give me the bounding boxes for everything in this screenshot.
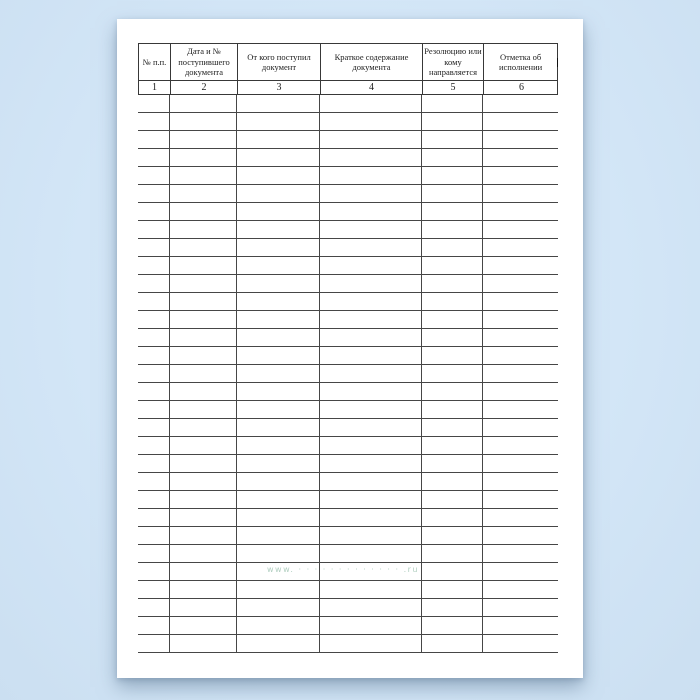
- column-number: 3: [238, 81, 321, 94]
- column-number: 2: [171, 81, 238, 94]
- column-header: [321, 44, 423, 80]
- table-cell: [237, 437, 320, 454]
- table-body: [138, 95, 558, 653]
- table-row: [138, 419, 558, 437]
- table-cell: [422, 455, 483, 472]
- table-row: [138, 185, 558, 203]
- table-cell: [237, 257, 320, 274]
- table-cell: [422, 437, 483, 454]
- table-row: [138, 455, 558, 473]
- table-cell: [170, 257, 237, 274]
- table-cell: [237, 311, 320, 328]
- table-cell: [237, 599, 320, 616]
- table-cell: [422, 527, 483, 544]
- table-cell: [320, 455, 422, 472]
- column-number: 6: [519, 82, 524, 93]
- table-cell: [138, 149, 170, 166]
- table-cell: [422, 491, 483, 508]
- table-cell: [138, 491, 170, 508]
- table-cell: [320, 347, 422, 364]
- table-cell: [320, 149, 422, 166]
- column-header-label: Резолюцию или кому направляется: [424, 46, 482, 78]
- table-cell: [170, 563, 237, 580]
- table-cell: [138, 347, 170, 364]
- table-cell: [483, 455, 558, 472]
- table-cell: [483, 419, 558, 436]
- table-cell: [138, 95, 170, 112]
- table-row: [138, 113, 558, 131]
- table-cell: [320, 419, 422, 436]
- table-cell: [237, 167, 320, 184]
- table-row: [138, 383, 558, 401]
- watermark: www. · · · · · · · · · · · · · .ru: [267, 565, 419, 574]
- table-cell: [483, 149, 558, 166]
- table-row: [138, 617, 558, 635]
- table-cell: [138, 617, 170, 634]
- table-cell: [483, 563, 558, 580]
- table-cell: [237, 185, 320, 202]
- column-header: [423, 44, 484, 80]
- table-row: [138, 167, 558, 185]
- table-cell: [170, 545, 237, 562]
- table-cell: [237, 383, 320, 400]
- table-header-row: [138, 43, 558, 81]
- table-cell: [422, 545, 483, 562]
- table-cell: [483, 239, 558, 256]
- table-cell: [320, 311, 422, 328]
- table-row: [138, 581, 558, 599]
- table-cell: [237, 149, 320, 166]
- table-cell: [422, 239, 483, 256]
- table-cell: [483, 131, 558, 148]
- table-cell: [237, 293, 320, 310]
- table-cell: [138, 527, 170, 544]
- table-cell: [138, 275, 170, 292]
- table-row: [138, 329, 558, 347]
- table-cell: [320, 239, 422, 256]
- table-row: [138, 599, 558, 617]
- table-cell: [320, 131, 422, 148]
- table-cell: [422, 293, 483, 310]
- table-cell: [320, 329, 422, 346]
- table-row: [138, 239, 558, 257]
- column-number: 1: [139, 81, 171, 94]
- table-cell: [320, 167, 422, 184]
- table-cell: [237, 545, 320, 562]
- column-header: [238, 44, 321, 80]
- table-cell: [422, 275, 483, 292]
- table-cell: [483, 293, 558, 310]
- table-cell: [422, 113, 483, 130]
- table-cell: [483, 347, 558, 364]
- table-cell: [320, 275, 422, 292]
- table-cell: [237, 419, 320, 436]
- table-cell: [138, 563, 170, 580]
- table-cell: [138, 383, 170, 400]
- table-cell: [422, 167, 483, 184]
- table-cell: [320, 509, 422, 526]
- table-cell: [422, 635, 483, 652]
- table-cell: [320, 401, 422, 418]
- column-header-label: Отметка об исполнении: [498, 51, 543, 72]
- table-cell: [320, 545, 422, 562]
- table-cell: [170, 527, 237, 544]
- table-cell: [422, 617, 483, 634]
- table-cell: [237, 617, 320, 634]
- table-cell: [237, 95, 320, 112]
- table-row: [138, 149, 558, 167]
- table-cell: [320, 563, 422, 580]
- table-cell: [138, 131, 170, 148]
- table-cell: [483, 545, 558, 562]
- table-cell: [138, 239, 170, 256]
- table-cell: [138, 257, 170, 274]
- table-row: [138, 527, 558, 545]
- table-cell: [138, 635, 170, 652]
- column-header: [139, 44, 171, 80]
- text-cursor: [557, 58, 558, 67]
- table-cell: [422, 419, 483, 436]
- table-cell: [320, 203, 422, 220]
- table-cell: [237, 239, 320, 256]
- table-cell: [138, 473, 170, 490]
- table-cell: [170, 239, 237, 256]
- table-cell: [483, 113, 558, 130]
- column-header-label: Краткое содержание документа: [334, 51, 409, 72]
- table-cell: [138, 545, 170, 562]
- table-cell: [320, 473, 422, 490]
- table-row: [138, 509, 558, 527]
- table-cell: [170, 437, 237, 454]
- table-cell: [422, 563, 483, 580]
- table-cell: [422, 473, 483, 490]
- table-cell: [170, 293, 237, 310]
- table-cell: [483, 599, 558, 616]
- column-header: [484, 44, 559, 80]
- table-cell: [138, 293, 170, 310]
- table-cell: [170, 113, 237, 130]
- table-cell: [170, 275, 237, 292]
- column-number: 5: [423, 81, 484, 94]
- table-cell: [422, 131, 483, 148]
- table-cell: [483, 527, 558, 544]
- table-row: [138, 311, 558, 329]
- table-cell: [170, 185, 237, 202]
- table-cell: [237, 563, 320, 580]
- table-cell: [138, 221, 170, 238]
- table-cell: [320, 437, 422, 454]
- table-cell: [138, 599, 170, 616]
- table-cell: [138, 329, 170, 346]
- table-cell: [320, 185, 422, 202]
- table-cell: [237, 113, 320, 130]
- table-cell: [483, 167, 558, 184]
- table-cell: [483, 509, 558, 526]
- table-cell: [237, 203, 320, 220]
- table-cell: [320, 257, 422, 274]
- table-cell: [483, 617, 558, 634]
- table-cell: [483, 437, 558, 454]
- column-header-label: № п.п.: [142, 56, 167, 67]
- table-cell: [170, 383, 237, 400]
- column-header: [171, 44, 238, 80]
- table-cell: [320, 383, 422, 400]
- column-header-label: Дата и № поступившего документа: [178, 46, 230, 78]
- table-cell: [422, 329, 483, 346]
- table-row: [138, 365, 558, 383]
- table-cell: [320, 221, 422, 238]
- table-cell: [422, 347, 483, 364]
- table-cell: [170, 365, 237, 382]
- table-cell: [483, 401, 558, 418]
- table-row: [138, 275, 558, 293]
- table-cell: [170, 347, 237, 364]
- table-row: [138, 293, 558, 311]
- table-cell: [320, 617, 422, 634]
- table-cell: [170, 419, 237, 436]
- table-cell: [138, 509, 170, 526]
- table-row: [138, 221, 558, 239]
- table-cell: [170, 455, 237, 472]
- table-cell: [138, 455, 170, 472]
- table-cell: [483, 383, 558, 400]
- table-row: [138, 131, 558, 149]
- table-cell: [237, 401, 320, 418]
- table-cell: [138, 365, 170, 382]
- table-cell: [483, 221, 558, 238]
- table-cell: [237, 329, 320, 346]
- table-cell: [138, 113, 170, 130]
- table-cell: [170, 167, 237, 184]
- table-cell: [483, 185, 558, 202]
- table-cell: [237, 635, 320, 652]
- table-cell: [170, 131, 237, 148]
- table-cell: [138, 203, 170, 220]
- table-cell: [320, 365, 422, 382]
- table-cell: [237, 527, 320, 544]
- table-cell: [138, 581, 170, 598]
- table-cell: [237, 581, 320, 598]
- table-cell: [483, 95, 558, 112]
- table-cell: [422, 599, 483, 616]
- table-cell: [483, 491, 558, 508]
- table-cell: [422, 221, 483, 238]
- table-row: [138, 95, 558, 113]
- table-cell: [422, 185, 483, 202]
- table-cell: [483, 365, 558, 382]
- table-cell: [170, 95, 237, 112]
- column-number: 4: [321, 81, 423, 94]
- table-cell: [320, 293, 422, 310]
- table-row: [138, 545, 558, 563]
- table-cell: [422, 203, 483, 220]
- table-row: [138, 257, 558, 275]
- table-cell: [422, 581, 483, 598]
- table-row: [138, 491, 558, 509]
- table-cell: [483, 635, 558, 652]
- table-cell: [483, 311, 558, 328]
- table-cell: [422, 383, 483, 400]
- table-row: [138, 437, 558, 455]
- table-cell: [170, 509, 237, 526]
- table-row: [138, 563, 558, 581]
- table-cell: [422, 509, 483, 526]
- table-cell: [170, 473, 237, 490]
- table-cell: [170, 599, 237, 616]
- table-cell: [237, 275, 320, 292]
- table-row: [138, 347, 558, 365]
- table-cell: [483, 203, 558, 220]
- table-cell: [170, 311, 237, 328]
- table-cell: [320, 95, 422, 112]
- document-page: [117, 19, 583, 678]
- table-cell: [237, 131, 320, 148]
- table-cell: [170, 581, 237, 598]
- table-cell: [170, 149, 237, 166]
- table-cell: [170, 329, 237, 346]
- table-cell: [320, 581, 422, 598]
- table-cell: [320, 113, 422, 130]
- table-cell: [138, 401, 170, 418]
- table-cell: [422, 149, 483, 166]
- table-cell: [483, 257, 558, 274]
- table-cell: [138, 167, 170, 184]
- table-cell: [237, 473, 320, 490]
- column-header-label: От кого поступил документ: [247, 51, 311, 72]
- table-cell: [237, 221, 320, 238]
- table-cell: [138, 311, 170, 328]
- table-cell: [170, 221, 237, 238]
- table-cell: [320, 635, 422, 652]
- table-row: [138, 473, 558, 491]
- registration-table: [138, 43, 558, 653]
- table-row: [138, 203, 558, 221]
- table-cell: [170, 635, 237, 652]
- table-cell: [237, 365, 320, 382]
- table-cell: [170, 491, 237, 508]
- table-cell: [422, 365, 483, 382]
- table-cell: [170, 401, 237, 418]
- table-cell: [170, 617, 237, 634]
- table-cell: [422, 401, 483, 418]
- table-cell: [422, 95, 483, 112]
- table-cell: [320, 599, 422, 616]
- table-cell: [483, 329, 558, 346]
- table-cell: [483, 275, 558, 292]
- table-cell: [237, 347, 320, 364]
- table-cell: [237, 509, 320, 526]
- column-number-row: [138, 81, 558, 95]
- table-cell: [237, 455, 320, 472]
- table-row: [138, 401, 558, 419]
- table-cell: [483, 581, 558, 598]
- table-cell: [483, 473, 558, 490]
- table-cell: [138, 419, 170, 436]
- table-row: [138, 635, 558, 653]
- table-cell: [320, 527, 422, 544]
- table-cell: [422, 257, 483, 274]
- table-cell: [138, 437, 170, 454]
- table-cell: [320, 491, 422, 508]
- table-cell: [422, 311, 483, 328]
- table-cell: [237, 491, 320, 508]
- table-cell: [170, 203, 237, 220]
- table-cell: [138, 185, 170, 202]
